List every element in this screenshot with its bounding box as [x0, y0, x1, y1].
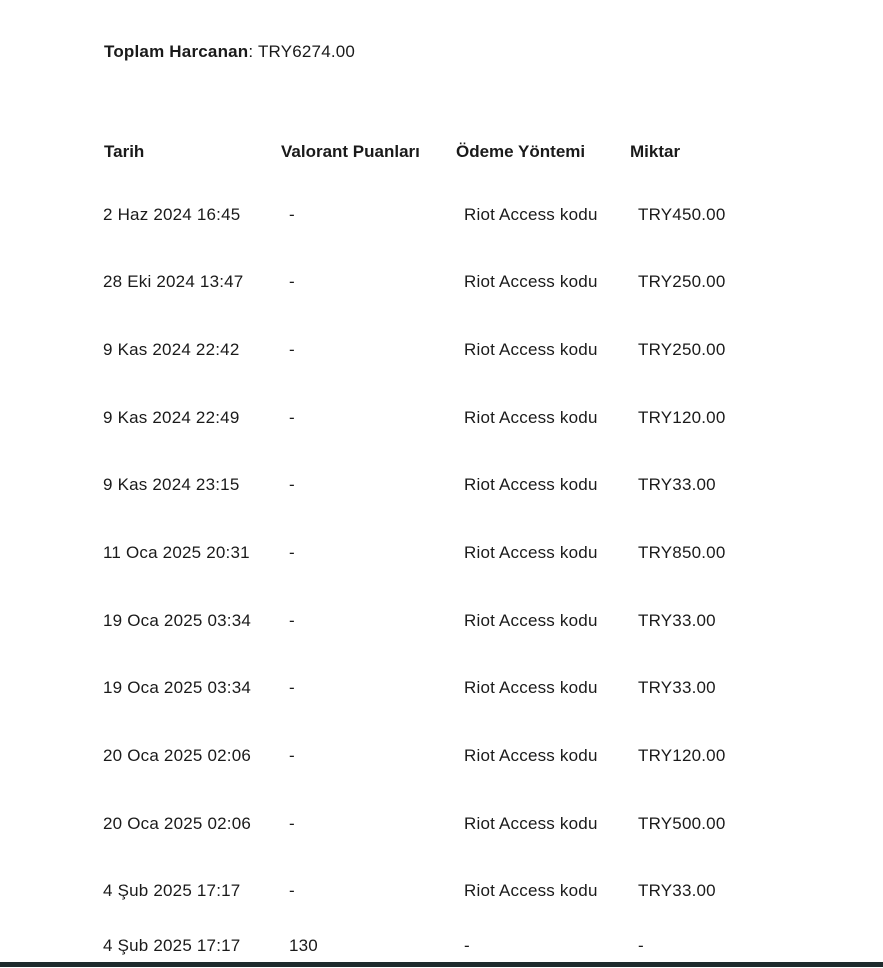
cell-payment-method: Riot Access kodu	[464, 610, 598, 630]
cell-amount: TRY33.00	[638, 475, 716, 495]
cell-valorant-points: -	[289, 610, 295, 630]
cell-amount: TRY33.00	[638, 881, 716, 901]
cell-payment-method: Riot Access kodu	[464, 339, 598, 359]
table-row	[103, 858, 763, 926]
table-row	[103, 384, 763, 452]
cell-date: 11 Oca 2025 20:31	[103, 543, 250, 563]
cell-payment-method: Riot Access kodu	[464, 272, 598, 292]
cell-payment-method: Riot Access kodu	[464, 204, 598, 224]
total-spent-summary	[104, 42, 355, 62]
cell-amount: TRY33.00	[638, 610, 716, 630]
table-row	[103, 790, 763, 858]
cell-date: 9 Kas 2024 22:49	[103, 407, 240, 427]
header-date: Tarih	[104, 141, 145, 161]
cell-amount: TRY250.00	[638, 272, 726, 292]
table-row	[103, 181, 763, 249]
header-amount: Miktar	[630, 141, 681, 161]
cell-payment-method: Riot Access kodu	[464, 746, 598, 766]
table-row	[103, 519, 763, 587]
cell-date: 2 Haz 2024 16:45	[103, 204, 241, 224]
total-spent-label: Toplam Harcanan	[104, 42, 249, 61]
cell-valorant-points: -	[289, 543, 295, 563]
cell-valorant-points: -	[289, 407, 295, 427]
cell-date: 28 Eki 2024 13:47	[103, 272, 244, 292]
purchase-history-table	[103, 121, 763, 968]
table-body	[103, 181, 763, 968]
cell-valorant-points: 130	[289, 936, 318, 956]
cell-date: 4 Şub 2025 17:17	[103, 881, 241, 901]
cell-valorant-points: -	[289, 339, 295, 359]
cell-payment-method: Riot Access kodu	[464, 475, 598, 495]
table-row	[103, 587, 763, 655]
cell-valorant-points: -	[289, 813, 295, 833]
cell-valorant-points: -	[289, 881, 295, 901]
cell-payment-method: Riot Access kodu	[464, 813, 598, 833]
bottom-edge-bar	[0, 962, 883, 967]
table-row	[103, 655, 763, 723]
cell-valorant-points: -	[289, 678, 295, 698]
cell-amount: TRY33.00	[638, 678, 716, 698]
cell-valorant-points: -	[289, 204, 295, 224]
cell-date: 20 Oca 2025 02:06	[103, 813, 252, 833]
table-row	[103, 452, 763, 520]
cell-date: 20 Oca 2025 02:06	[103, 746, 252, 766]
total-spent-separator: :	[248, 42, 258, 61]
cell-payment-method: Riot Access kodu	[464, 407, 598, 427]
total-spent-value: TRY6274.00	[257, 42, 356, 61]
cell-date: 19 Oca 2025 03:34	[103, 610, 252, 630]
cell-date: 9 Kas 2024 22:42	[103, 339, 240, 359]
cell-payment-method: Riot Access kodu	[464, 881, 598, 901]
header-payment-method: Ödeme Yöntemi	[456, 141, 586, 161]
cell-payment-method: Riot Access kodu	[464, 678, 598, 698]
header-valorant-points: Valorant Puanları	[281, 141, 420, 161]
cell-amount: TRY450.00	[638, 204, 726, 224]
table-row	[103, 316, 763, 384]
table-row	[103, 723, 763, 791]
cell-payment-method: Riot Access kodu	[464, 543, 598, 563]
cell-amount: TRY120.00	[638, 407, 726, 427]
table-header-row	[103, 121, 763, 181]
cell-amount: TRY120.00	[638, 746, 726, 766]
cell-amount: TRY500.00	[638, 813, 726, 833]
cell-amount: TRY850.00	[638, 543, 726, 563]
cell-date: 19 Oca 2025 03:34	[103, 678, 252, 698]
cell-valorant-points: -	[289, 475, 295, 495]
cell-valorant-points: -	[289, 272, 295, 292]
cell-valorant-points: -	[289, 746, 295, 766]
table-row	[103, 249, 763, 317]
cell-payment-method: -	[464, 936, 470, 956]
cell-date: 9 Kas 2024 23:15	[103, 475, 240, 495]
cell-amount: -	[638, 936, 644, 956]
cell-amount: TRY250.00	[638, 339, 726, 359]
cell-date: 4 Şub 2025 17:17	[103, 936, 241, 956]
